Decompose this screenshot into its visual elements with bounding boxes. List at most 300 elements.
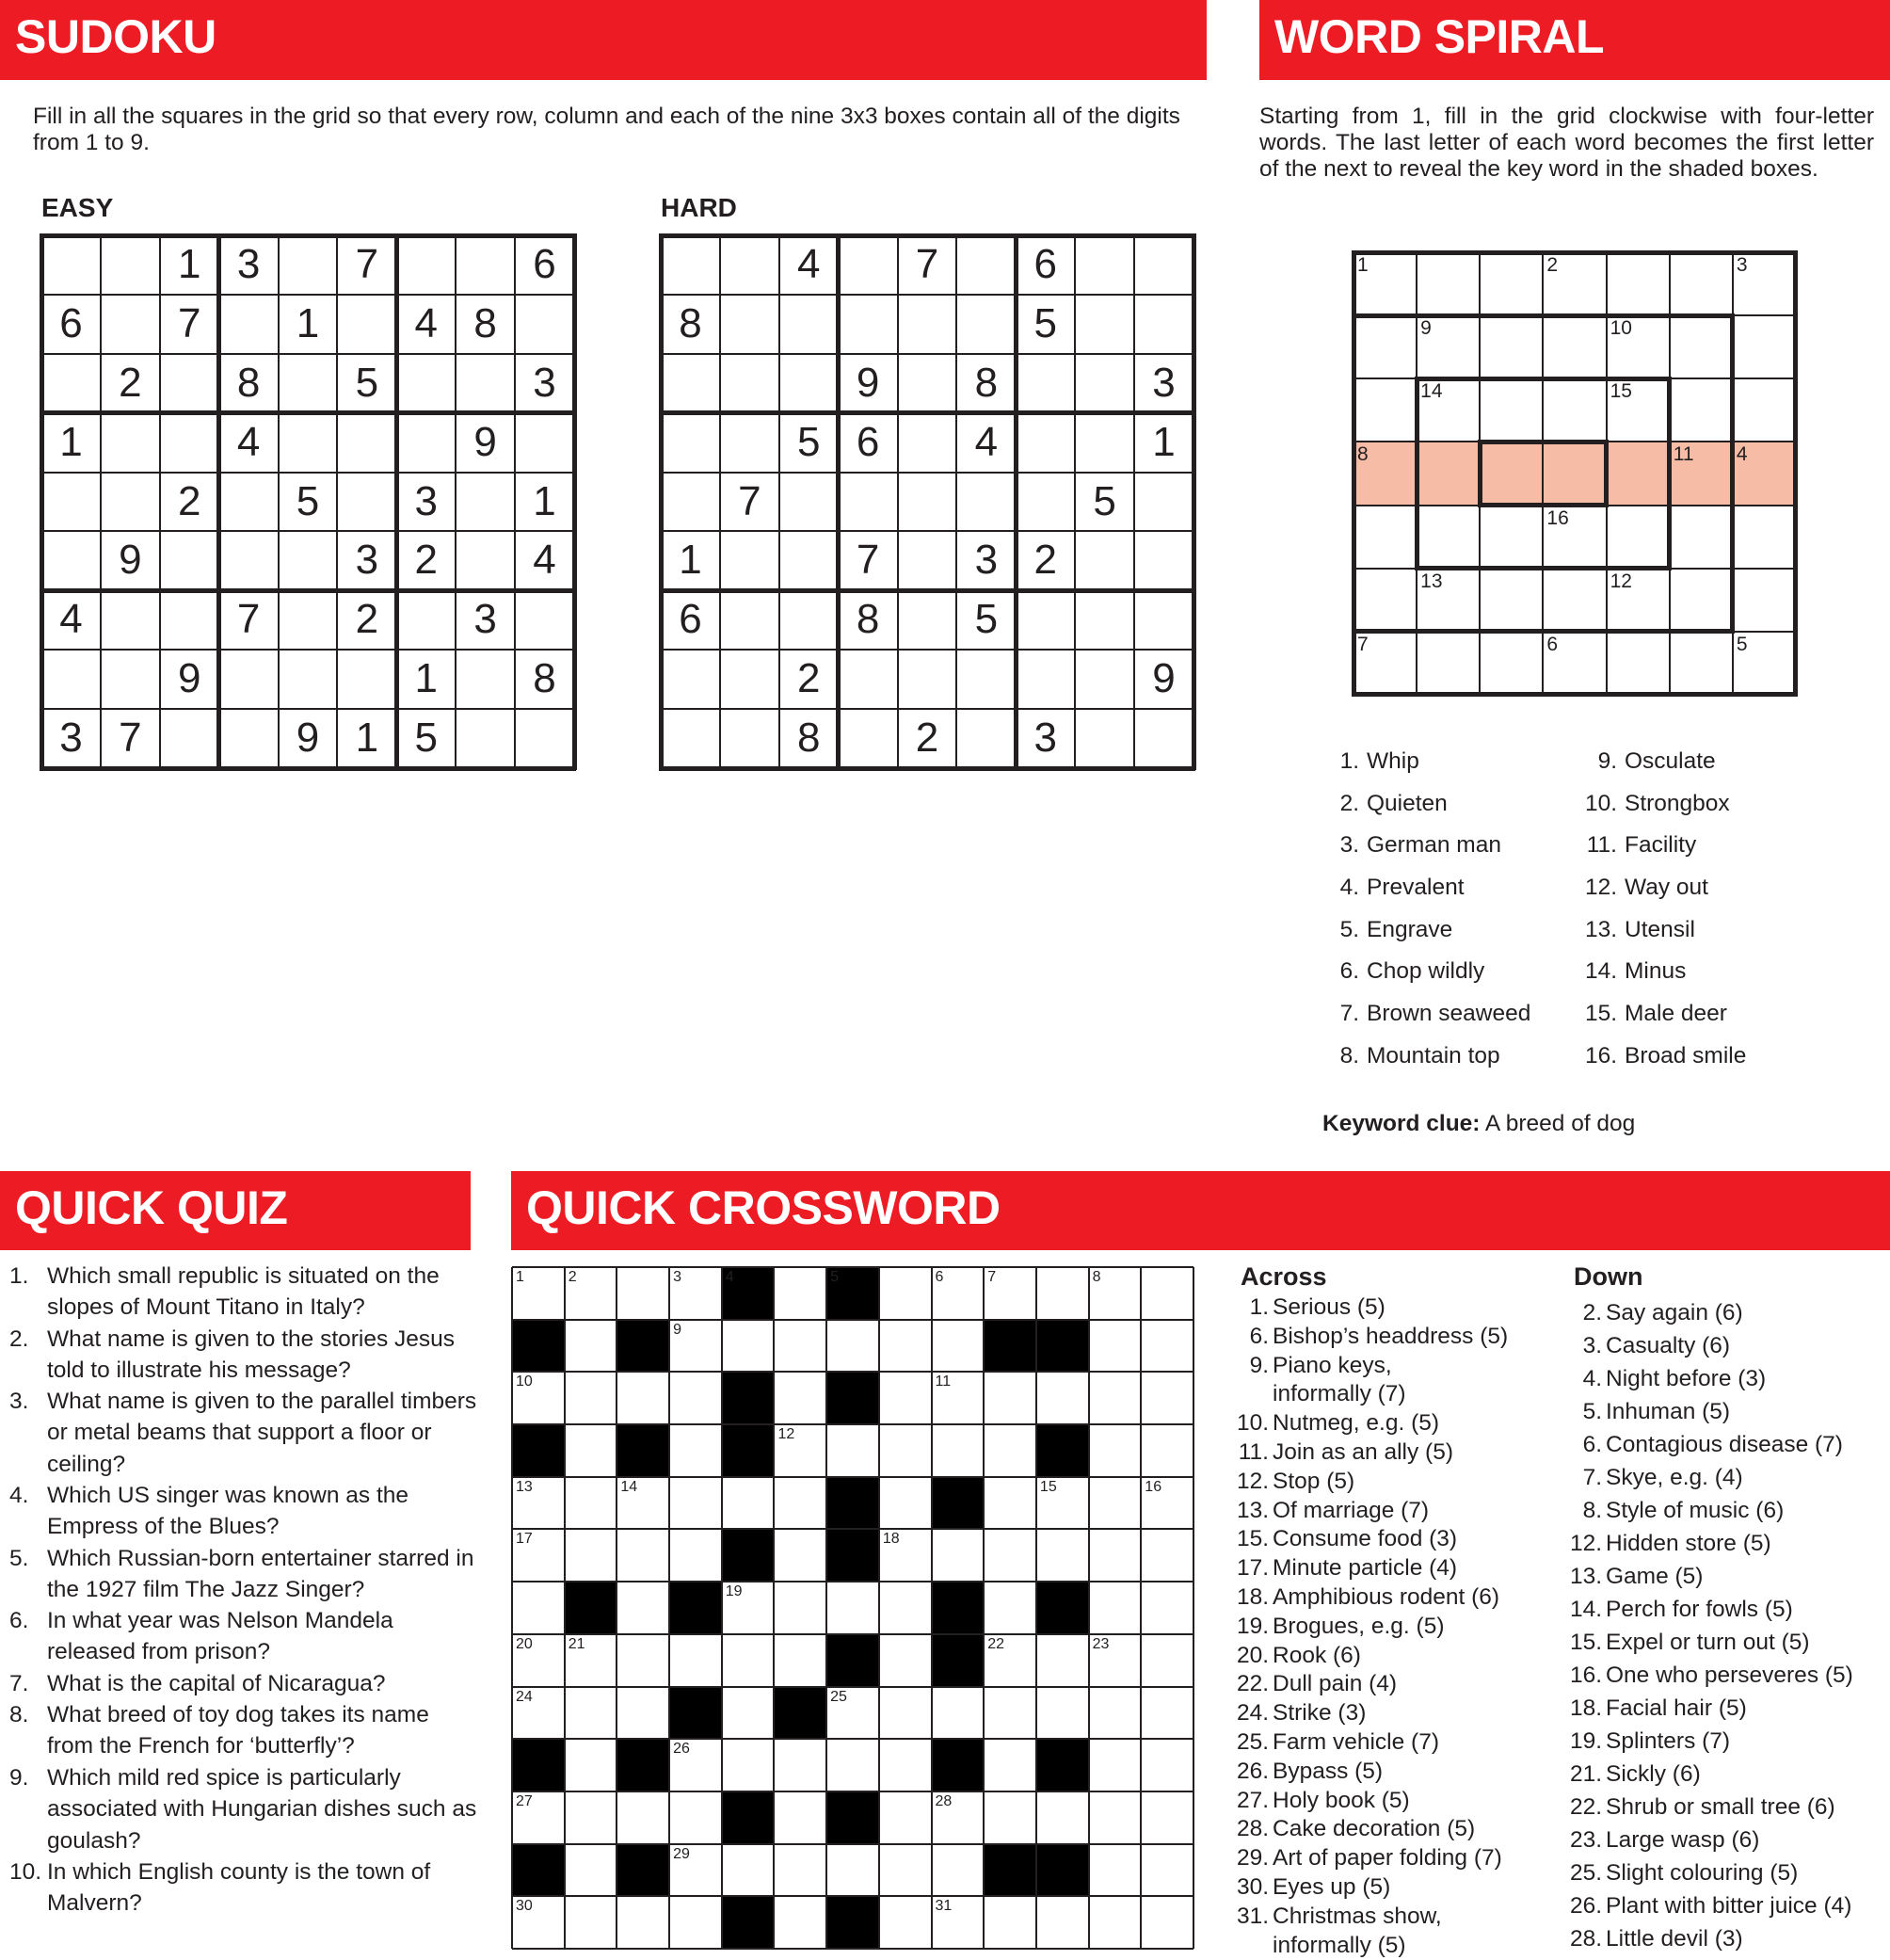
crossword-cell[interactable] [774, 1267, 826, 1320]
sudoku-cell[interactable] [101, 235, 160, 295]
crossword-cell[interactable] [617, 1634, 669, 1687]
crossword-cell[interactable] [565, 1372, 617, 1424]
crossword-cell[interactable] [774, 1739, 826, 1791]
crossword-cell[interactable] [1089, 1687, 1142, 1740]
crossword-cell[interactable] [1036, 1791, 1089, 1844]
sudoku-cell[interactable]: 2 [355, 596, 379, 643]
crossword-cell[interactable] [826, 1739, 879, 1791]
sudoku-cell[interactable] [515, 413, 574, 473]
crossword-cell[interactable] [617, 1372, 669, 1424]
sudoku-cell[interactable]: 5 [414, 715, 438, 762]
crossword-cell[interactable] [826, 1320, 879, 1373]
spiral-cell[interactable] [1417, 632, 1480, 695]
crossword-cell[interactable] [1036, 1896, 1089, 1949]
crossword-cell[interactable] [565, 1739, 617, 1791]
sudoku-cell[interactable] [779, 531, 839, 590]
sudoku-cell[interactable] [279, 531, 338, 590]
sudoku-cell[interactable]: 7 [236, 596, 261, 643]
sudoku-cell[interactable] [1134, 590, 1193, 650]
crossword-cell[interactable] [669, 1791, 722, 1844]
sudoku-cell[interactable]: 7 [119, 715, 142, 762]
crossword-cell[interactable] [826, 1424, 879, 1477]
sudoku-cell[interactable]: 3 [473, 596, 497, 643]
sudoku-cell[interactable]: 1 [414, 655, 438, 702]
crossword-cell[interactable] [1036, 1529, 1089, 1582]
sudoku-cell[interactable] [337, 473, 396, 532]
crossword-cell[interactable] [1089, 1844, 1142, 1897]
sudoku-cell[interactable]: 1 [355, 715, 379, 762]
sudoku-cell[interactable] [219, 531, 279, 590]
sudoku-cell[interactable] [661, 473, 720, 532]
crossword-cell[interactable] [774, 1634, 826, 1687]
sudoku-cell[interactable]: 6 [856, 418, 880, 465]
sudoku-cell[interactable] [101, 650, 160, 709]
sudoku-cell[interactable]: 8 [473, 299, 497, 346]
sudoku-cell[interactable] [456, 235, 515, 295]
sudoku-cell[interactable] [1075, 235, 1134, 295]
crossword-cell[interactable] [879, 1582, 932, 1634]
sudoku-cell[interactable]: 6 [59, 299, 83, 346]
crossword-cell[interactable] [984, 1791, 1036, 1844]
sudoku-cell[interactable] [898, 295, 957, 354]
crossword-cell[interactable] [669, 1477, 722, 1530]
spiral-cell[interactable] [1480, 378, 1543, 442]
spiral-cell[interactable] [1417, 442, 1480, 505]
spiral-cell[interactable] [1607, 252, 1670, 315]
sudoku-cell[interactable]: 2 [414, 537, 438, 584]
spiral-cell[interactable] [1670, 315, 1733, 378]
sudoku-cell[interactable]: 3 [1033, 715, 1057, 762]
crossword-cell[interactable] [879, 1896, 932, 1949]
sudoku-cell[interactable] [1075, 354, 1134, 413]
sudoku-cell[interactable]: 5 [796, 418, 821, 465]
sudoku-cell[interactable] [1134, 531, 1193, 590]
sudoku-cell[interactable] [720, 235, 779, 295]
sudoku-cell[interactable] [661, 354, 720, 413]
crossword-cell[interactable] [565, 1791, 617, 1844]
sudoku-cell[interactable] [1075, 590, 1134, 650]
sudoku-cell[interactable] [219, 473, 279, 532]
sudoku-cell[interactable] [779, 354, 839, 413]
sudoku-cell[interactable]: 2 [177, 477, 201, 524]
crossword-cell[interactable] [774, 1582, 826, 1634]
sudoku-cell[interactable] [720, 650, 779, 709]
sudoku-cell[interactable] [956, 473, 1016, 532]
sudoku-cell[interactable]: 6 [1033, 241, 1057, 287]
sudoku-cell[interactable] [41, 473, 101, 532]
sudoku-cell[interactable] [41, 531, 101, 590]
crossword-cell[interactable] [1089, 1424, 1142, 1477]
quick-quiz-title: QUICK QUIZ [15, 1181, 288, 1234]
spiral-cell[interactable] [1670, 252, 1733, 315]
sudoku-cell[interactable] [661, 413, 720, 473]
crossword-cell[interactable] [879, 1844, 932, 1897]
sudoku-cell[interactable] [956, 650, 1016, 709]
crossword-cell[interactable] [669, 1634, 722, 1687]
crossword-cell[interactable] [774, 1844, 826, 1897]
spiral-cell[interactable] [1670, 506, 1733, 569]
sudoku-cell[interactable] [279, 235, 338, 295]
sudoku-cell[interactable] [396, 590, 456, 650]
sudoku-cell[interactable] [41, 354, 101, 413]
crossword-cell[interactable] [879, 1320, 932, 1373]
crossword-cell[interactable] [1141, 1582, 1193, 1634]
crossword-cell[interactable] [879, 1739, 932, 1791]
sudoku-cell[interactable] [515, 709, 574, 768]
crossword-cell[interactable] [1089, 1529, 1142, 1582]
crossword-cell[interactable] [722, 1477, 775, 1530]
sudoku-cell[interactable]: 9 [1152, 655, 1176, 702]
spiral-cell[interactable] [1480, 442, 1543, 505]
sudoku-cell[interactable]: 5 [1033, 299, 1057, 346]
sudoku-cell[interactable] [839, 235, 898, 295]
spiral-cell[interactable] [1670, 378, 1733, 442]
spiral-cell[interactable] [1607, 442, 1670, 505]
spiral-cell[interactable] [1417, 506, 1480, 569]
crossword-cell[interactable] [512, 1582, 565, 1634]
crossword-cell[interactable] [984, 1424, 1036, 1477]
crossword-cell[interactable] [984, 1739, 1036, 1791]
crossword-cell[interactable] [1036, 1634, 1089, 1687]
sudoku-cell[interactable] [839, 650, 898, 709]
crossword-cell[interactable] [1141, 1634, 1193, 1687]
spiral-cell[interactable] [1733, 315, 1796, 378]
spiral-cell[interactable] [1480, 569, 1543, 632]
sudoku-cell[interactable]: 9 [119, 537, 142, 584]
crossword-cell[interactable] [617, 1791, 669, 1844]
sudoku-cell[interactable] [337, 413, 396, 473]
crossword-cell[interactable] [669, 1424, 722, 1477]
spiral-cell[interactable] [1543, 569, 1606, 632]
sudoku-cell[interactable] [456, 354, 515, 413]
crossword-cell[interactable] [984, 1372, 1036, 1424]
spiral-cell[interactable] [1353, 315, 1417, 378]
sudoku-cell[interactable]: 7 [177, 299, 201, 346]
sudoku-cell[interactable]: 1 [296, 299, 320, 346]
crossword-cell[interactable] [774, 1477, 826, 1530]
sudoku-cell[interactable] [279, 650, 338, 709]
crossword-cell[interactable] [669, 1372, 722, 1424]
sudoku-cell[interactable]: 1 [679, 537, 702, 584]
sudoku-cell[interactable] [279, 590, 338, 650]
crossword-cell[interactable] [617, 1687, 669, 1740]
sudoku-cell[interactable]: 1 [533, 477, 556, 524]
crossword-cell[interactable] [722, 1739, 775, 1791]
crossword-cell[interactable] [722, 1687, 775, 1740]
crossword-cell[interactable] [774, 1896, 826, 1949]
sudoku-cell[interactable]: 4 [796, 241, 821, 287]
sudoku-cell[interactable] [1016, 413, 1075, 473]
crossword-cell[interactable] [1089, 1791, 1142, 1844]
sudoku-cell[interactable]: 3 [533, 359, 556, 406]
spiral-cell[interactable] [1480, 506, 1543, 569]
spiral-cell[interactable] [1480, 632, 1543, 695]
sudoku-cell[interactable] [661, 650, 720, 709]
sudoku-cell[interactable] [456, 650, 515, 709]
sudoku-cell[interactable] [1134, 235, 1193, 295]
sudoku-cell[interactable] [279, 354, 338, 413]
crossword-cell[interactable] [565, 1529, 617, 1582]
crossword-cell[interactable] [984, 1582, 1036, 1634]
crossword-cell[interactable] [565, 1896, 617, 1949]
sudoku-cell[interactable] [839, 295, 898, 354]
sudoku-cell[interactable] [720, 354, 779, 413]
crossword-cell[interactable] [617, 1582, 669, 1634]
spiral-cell[interactable] [1670, 632, 1733, 695]
crossword-cell[interactable] [617, 1896, 669, 1949]
sudoku-cell[interactable]: 3 [974, 537, 999, 584]
sudoku-cell[interactable] [1075, 413, 1134, 473]
crossword-cell[interactable] [932, 1529, 985, 1582]
crossword-cell[interactable] [1141, 1896, 1193, 1949]
sudoku-cell[interactable] [1134, 473, 1193, 532]
sudoku-cell[interactable]: 3 [1152, 359, 1176, 406]
sudoku-cell[interactable]: 1 [59, 418, 83, 465]
crossword-cell[interactable] [984, 1477, 1036, 1530]
sudoku-cell[interactable] [1075, 650, 1134, 709]
spiral-cell[interactable] [1543, 442, 1606, 505]
sudoku-cell[interactable]: 8 [679, 299, 702, 346]
spiral-cell[interactable] [1733, 506, 1796, 569]
sudoku-cell[interactable] [515, 590, 574, 650]
sudoku-cell[interactable]: 8 [533, 655, 556, 702]
sudoku-cell[interactable]: 5 [355, 359, 379, 406]
crossword-cell[interactable] [1036, 1687, 1089, 1740]
sudoku-cell[interactable] [396, 354, 456, 413]
spiral-cell[interactable] [1353, 506, 1417, 569]
crossword-cell[interactable] [1141, 1529, 1193, 1582]
sudoku-cell[interactable]: 9 [856, 359, 880, 406]
sudoku-cell[interactable]: 3 [414, 477, 438, 524]
sudoku-cell[interactable] [720, 531, 779, 590]
spiral-cell[interactable] [1607, 632, 1670, 695]
sudoku-cell[interactable] [839, 473, 898, 532]
crossword-cell[interactable] [932, 1844, 985, 1897]
crossword-cell[interactable] [669, 1896, 722, 1949]
sudoku-cell[interactable] [720, 413, 779, 473]
crossword-cell[interactable] [826, 1582, 879, 1634]
crossword-cell[interactable] [774, 1320, 826, 1373]
sudoku-cell[interactable] [101, 295, 160, 354]
crossword-cell[interactable] [879, 1791, 932, 1844]
sudoku-cell[interactable] [219, 709, 279, 768]
sudoku-cell[interactable] [41, 235, 101, 295]
sudoku-cell[interactable] [160, 413, 219, 473]
sudoku-cell[interactable] [779, 590, 839, 650]
sudoku-cell[interactable]: 6 [679, 596, 702, 643]
sudoku-cell[interactable] [396, 413, 456, 473]
crossword-cell[interactable] [1141, 1267, 1193, 1320]
sudoku-cell[interactable] [1016, 590, 1075, 650]
crossword-cell[interactable] [984, 1896, 1036, 1949]
sudoku-cell[interactable] [898, 531, 957, 590]
crossword-cell[interactable] [565, 1320, 617, 1373]
sudoku-cell[interactable] [41, 650, 101, 709]
crossword-cell[interactable] [774, 1529, 826, 1582]
sudoku-cell[interactable] [456, 709, 515, 768]
crossword-cell[interactable] [984, 1687, 1036, 1740]
crossword-cell[interactable] [932, 1424, 985, 1477]
crossword-cell[interactable] [1089, 1320, 1142, 1373]
sudoku-cell[interactable] [898, 413, 957, 473]
sudoku-cell[interactable]: 9 [177, 655, 201, 702]
sudoku-cell[interactable]: 2 [796, 655, 821, 702]
sudoku-cell[interactable] [779, 473, 839, 532]
crossword-cell[interactable] [669, 1529, 722, 1582]
sudoku-cell[interactable] [898, 354, 957, 413]
sudoku-cell[interactable] [956, 295, 1016, 354]
sudoku-cell[interactable] [219, 295, 279, 354]
sudoku-cell[interactable]: 5 [296, 477, 320, 524]
spiral-cell[interactable] [1607, 506, 1670, 569]
crossword-cell[interactable] [1036, 1372, 1089, 1424]
sudoku-cell[interactable]: 4 [236, 418, 261, 465]
sudoku-cell[interactable]: 2 [915, 715, 939, 762]
spiral-cell[interactable] [1480, 315, 1543, 378]
sudoku-cell[interactable] [898, 650, 957, 709]
sudoku-cell[interactable] [898, 590, 957, 650]
sudoku-cell[interactable] [779, 295, 839, 354]
crossword-cell[interactable] [617, 1529, 669, 1582]
crossword-cell[interactable] [1141, 1424, 1193, 1477]
crossword-cell[interactable] [774, 1791, 826, 1844]
crossword-cell[interactable] [1141, 1372, 1193, 1424]
crossword-cell[interactable] [879, 1267, 932, 1320]
spiral-cell[interactable] [1417, 252, 1480, 315]
crossword-cell[interactable] [1141, 1844, 1193, 1897]
sudoku-cell[interactable]: 8 [856, 596, 880, 643]
crossword-cell[interactable] [1089, 1477, 1142, 1530]
crossword-cell[interactable] [879, 1477, 932, 1530]
sudoku-cell[interactable] [956, 709, 1016, 768]
crossword-cell[interactable] [565, 1424, 617, 1477]
sudoku-cell[interactable]: 4 [59, 596, 83, 643]
crossword-cell[interactable] [565, 1687, 617, 1740]
sudoku-cell[interactable] [956, 235, 1016, 295]
sudoku-cell[interactable]: 7 [355, 241, 379, 287]
crossword-cell[interactable] [722, 1634, 775, 1687]
crossword-cell[interactable] [565, 1844, 617, 1897]
crossword-cell[interactable] [879, 1424, 932, 1477]
sudoku-cell[interactable]: 3 [59, 715, 83, 762]
sudoku-cell[interactable] [101, 590, 160, 650]
crossword-cell[interactable] [879, 1634, 932, 1687]
sudoku-cell[interactable]: 3 [355, 537, 379, 584]
crossword-cell[interactable] [722, 1320, 775, 1373]
sudoku-cell[interactable]: 5 [974, 596, 999, 643]
sudoku-cell[interactable] [1016, 650, 1075, 709]
sudoku-cell[interactable] [160, 531, 219, 590]
sudoku-cell[interactable]: 9 [473, 418, 497, 465]
crossword-cell[interactable] [722, 1844, 775, 1897]
sudoku-cell[interactable]: 9 [296, 715, 320, 762]
crossword-cell[interactable] [1089, 1372, 1142, 1424]
spiral-cell[interactable] [1670, 569, 1733, 632]
sudoku-cell[interactable] [661, 709, 720, 768]
sudoku-cell[interactable] [160, 709, 219, 768]
sudoku-cell[interactable]: 2 [1033, 537, 1057, 584]
crossword-cell[interactable] [774, 1372, 826, 1424]
spiral-cell[interactable] [1543, 315, 1606, 378]
sudoku-cell[interactable] [1075, 709, 1134, 768]
spiral-cell[interactable] [1353, 569, 1417, 632]
sudoku-cell[interactable] [720, 590, 779, 650]
crossword-cell[interactable] [932, 1320, 985, 1373]
crossword-cell[interactable] [1141, 1739, 1193, 1791]
sudoku-cell[interactable] [661, 235, 720, 295]
crossword-cell[interactable] [879, 1687, 932, 1740]
sudoku-cell[interactable]: 8 [974, 359, 999, 406]
crossword-cell[interactable] [879, 1372, 932, 1424]
crossword-cell[interactable] [826, 1844, 879, 1897]
crossword-cell[interactable] [984, 1529, 1036, 1582]
sudoku-cell[interactable] [160, 354, 219, 413]
crossword-cell[interactable] [932, 1687, 985, 1740]
sudoku-cell[interactable] [101, 413, 160, 473]
sudoku-cell[interactable] [1075, 531, 1134, 590]
sudoku-cell[interactable] [515, 295, 574, 354]
sudoku-cell[interactable] [337, 650, 396, 709]
crossword-cell[interactable] [1089, 1582, 1142, 1634]
crossword-cell[interactable] [1089, 1896, 1142, 1949]
sudoku-cell[interactable]: 1 [1152, 418, 1176, 465]
spiral-cell[interactable] [1480, 252, 1543, 315]
crossword-cell[interactable] [1089, 1739, 1142, 1791]
crossword-cell[interactable] [565, 1477, 617, 1530]
sudoku-cell[interactable] [1016, 473, 1075, 532]
sudoku-cell[interactable] [1075, 295, 1134, 354]
spiral-cell[interactable] [1733, 569, 1796, 632]
sudoku-cell[interactable] [720, 295, 779, 354]
sudoku-cell[interactable]: 7 [915, 241, 939, 287]
spiral-cell[interactable] [1543, 378, 1606, 442]
spiral-cell[interactable] [1733, 378, 1796, 442]
sudoku-cell[interactable] [839, 709, 898, 768]
sudoku-cell[interactable] [337, 295, 396, 354]
sudoku-cell[interactable] [1016, 354, 1075, 413]
crossword-cell[interactable] [1036, 1267, 1089, 1320]
sudoku-cell[interactable] [219, 650, 279, 709]
sudoku-cell[interactable]: 7 [738, 477, 761, 524]
sudoku-cell[interactable] [456, 531, 515, 590]
sudoku-cell[interactable]: 6 [533, 241, 556, 287]
sudoku-cell[interactable] [456, 473, 515, 532]
sudoku-cell[interactable]: 2 [119, 359, 142, 406]
crossword-cell[interactable] [617, 1267, 669, 1320]
sudoku-cell[interactable]: 8 [236, 359, 261, 406]
crossword-cell[interactable] [1141, 1320, 1193, 1373]
spiral-cell[interactable] [1353, 378, 1417, 442]
sudoku-cell[interactable]: 7 [856, 537, 880, 584]
sudoku-cell[interactable]: 1 [177, 241, 201, 287]
sudoku-cell[interactable] [279, 413, 338, 473]
sudoku-cell[interactable]: 5 [1093, 477, 1116, 524]
crossword-cell[interactable] [1141, 1791, 1193, 1844]
sudoku-cell[interactable] [160, 590, 219, 650]
sudoku-cell[interactable] [1134, 295, 1193, 354]
crossword-cell[interactable] [1141, 1687, 1193, 1740]
sudoku-cell[interactable]: 8 [796, 715, 821, 762]
sudoku-cell[interactable]: 4 [414, 299, 438, 346]
sudoku-cell[interactable] [396, 235, 456, 295]
sudoku-cell[interactable] [720, 709, 779, 768]
sudoku-cell[interactable] [101, 473, 160, 532]
sudoku-cell[interactable] [1134, 709, 1193, 768]
sudoku-cell[interactable]: 4 [533, 537, 556, 584]
sudoku-cell[interactable]: 4 [974, 418, 999, 465]
sudoku-cell[interactable]: 3 [236, 241, 261, 287]
sudoku-cell[interactable] [898, 473, 957, 532]
